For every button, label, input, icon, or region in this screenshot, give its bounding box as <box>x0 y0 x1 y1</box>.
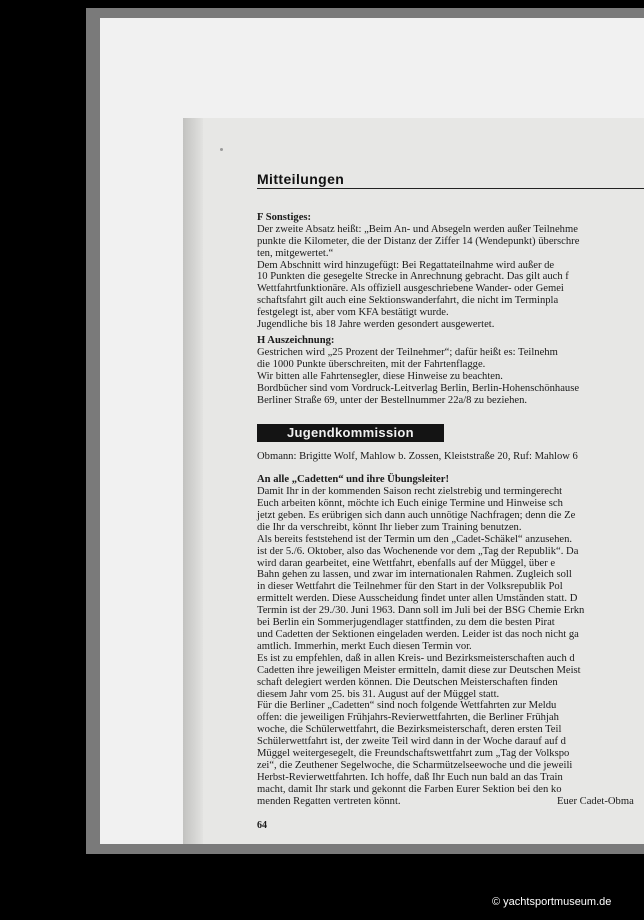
obmann-line: Obmann: Brigitte Wolf, Mahlow b. Zossen, Kleiststraße 20, Ruf: Mahlow 6 <box>257 451 578 463</box>
cadetten-body <box>257 486 644 807</box>
closing-line <box>257 796 644 808</box>
text-line: 10 Punkten die gesegelte Strecke in Anrechnung gebracht. Das gilt auch f <box>257 271 569 283</box>
page-number: 64 <box>257 819 267 831</box>
header-rule <box>257 188 644 189</box>
text-line: Bahn gehen zu lassen, und zwar im internationalen Rahmen. Zugleich soll <box>257 569 572 581</box>
signature: Euer Cadet-Obma <box>557 795 634 807</box>
text-line: amtlich. Immerhin, merkt Euch diesen Termin vor. <box>257 640 472 652</box>
text-line: Jugendliche bis 18 Jahre werden gesondert ausgewertet. <box>257 319 495 331</box>
text-line: ten, mitgewertet.“ <box>257 247 334 259</box>
text-line: Euch arbeiten könnt, möchte ich Euch einige Termine und Hinweise sch <box>257 498 563 510</box>
section-f-body <box>257 224 644 331</box>
text-line: offen: die jeweiligen Frühjahrs-Revierwettfahrten, die Berliner Frühjah <box>257 712 559 724</box>
text-line: punkte die Kilometer, die der Distanz der Ziffer 14 (Wendepunkt) überschre <box>257 235 580 247</box>
text-line: und Cadetten der Sektionen eingeladen werden. Leider ist das noch nicht ga <box>257 629 579 640</box>
copyright-watermark: © yachtsportmuseum.de <box>492 896 612 908</box>
text-line: Gestrichen wird „25 Prozent der Teilnehmer“; dafür heißt es: Teilnehm <box>257 346 558 358</box>
text-line: die 1000 Punkte überschreiten, mit der Fahrtenflagge. <box>257 358 486 370</box>
page-edge <box>183 118 203 844</box>
text-line: woche, die Schülerwettfahrt, die Bezirksmeisterschaft, deren ersten Teil <box>257 724 562 736</box>
text-line: Herbst-Revierwettfahrten. Ich hoffe, daß Ihr Euch nun bald an das Train <box>257 771 563 783</box>
text-line: Wettfahrtfunktionäre. Als offiziell ausgeschriebene Wander- oder Gemei <box>257 283 564 295</box>
text-line: Termin ist der 29./30. Juni 1963. Dann soll im Juli bei der BSG Chemie Erkn <box>257 605 585 617</box>
text-line: Damit Ihr in der kommenden Saison recht zielstrebig und termingerecht <box>257 486 563 498</box>
jugendkommission-banner: Jugendkommission <box>257 424 444 442</box>
text-line: Es ist zu empfehlen, daß in allen Kreis- und Bezirksmeisterschaften auch d <box>257 652 575 664</box>
scan-speck <box>220 148 223 151</box>
section-f-heading: F Sonstiges: <box>257 211 312 223</box>
page-content <box>257 171 644 832</box>
text-line: Dem Abschnitt wird hinzugefügt: Bei Regattateilnahme wird außer de <box>257 259 555 271</box>
text-line: Als bereits feststehend ist der Termin um den „Cadet-Schäkel“ anzusehen. <box>257 533 573 545</box>
text-line: diesem Jahr vom 25. bis 31. August auf der Müggel statt. <box>257 688 500 700</box>
text-line: wird daran gearbeitet, eine Wettfahrt, ebenfalls auf der Müggel, über e <box>257 557 556 569</box>
cadetten-heading: An alle „Cadetten“ und ihre Übungsleiter! <box>257 474 449 486</box>
text-line: jetzt geben. Es erübrigen sich dann auch unnötige Nachfragen; denn die Ze <box>257 509 576 521</box>
text-line: zei“, die Zeuthener Segelwoche, die Scharmützelseewoche und die jeweili <box>257 759 573 771</box>
text-line: Cadetten ihre jeweiligen Meister ermitteln, damit diese zur Deutschen Meist <box>257 664 581 676</box>
section-h-body <box>257 347 644 407</box>
text-line: Der zweite Absatz heißt: „Beim An- und Absegeln werden außer Teilnehme <box>257 223 578 235</box>
text-line: Müggel weitergesegelt, die Freundschaftswettfahrt zum „Tag der Volkspo <box>257 748 570 760</box>
text-line: Schülerwettfahrt ist, der zweite Teil wird dann in der Woche darauf auf d <box>257 736 566 748</box>
text-line: festgelegt ist, aber vom KFA bestätigt wurde. <box>257 307 449 319</box>
text-line: schaftsfahrt gilt auch eine Sektionswanderfahrt, die nicht im Terminpla <box>257 295 559 307</box>
text-line: ermittelt werden. Diese Ausscheidung findet unter allen Umständen statt. D <box>257 593 578 605</box>
magazine-page <box>183 118 644 844</box>
text-line: Berliner Straße 69, unter der Bestellnummer 22a/8 zu beziehen. <box>257 394 528 406</box>
text-line: in dieser Wettfahrt die Teilnehmer für den Start in der Volksrepublik Pol <box>257 581 563 593</box>
text-line: Für die Berliner „Cadetten“ sind noch folgende Wettfahrten zur Meldu <box>257 700 557 712</box>
section-h-heading: H Auszeichnung: <box>257 334 335 346</box>
text-line: macht, damit Ihr stark und gekonnt die Farben Eurer Sektion bei den ko <box>257 783 562 795</box>
text-line: Wir bitten alle Fahrtensegler, diese Hinweise zu beachten. <box>257 370 503 382</box>
text-line: Bordbücher sind vom Vordruck-Leitverlag Berlin, Berlin-Hohenschönhause <box>257 382 580 394</box>
text-line: die Ihr da verschreibt, könnt Ihr lieber zum Training benutzen. <box>257 521 522 533</box>
last-text-line: menden Regatten vertreten könnt. <box>257 795 401 807</box>
page-title: Mitteilungen <box>257 171 345 187</box>
text-line: bei Berlin ein Sommerjugendlager stattfinden, zu dem die besten Pirat <box>257 617 555 629</box>
text-line: schaft delegiert werden können. Die Deutschen Meisterschaften finden <box>257 676 558 688</box>
text-line: ist der 5./6. Oktober, also das Wochenende vor dem „Tag der Republik“. Da <box>257 545 579 557</box>
